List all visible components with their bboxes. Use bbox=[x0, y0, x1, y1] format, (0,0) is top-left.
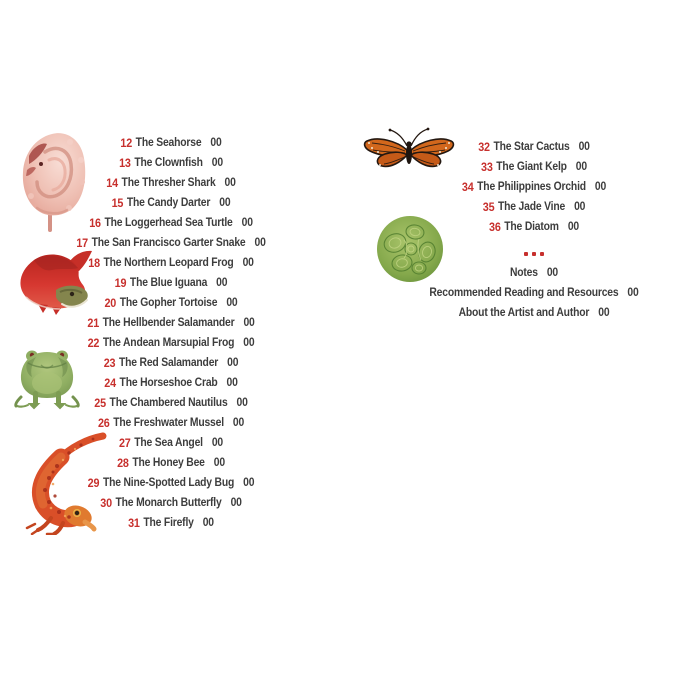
entry-title: Recommended Reading and Resources bbox=[429, 287, 619, 299]
toc-entry bbox=[36, 393, 306, 413]
entry-page-number: 00 bbox=[243, 337, 255, 349]
toc-right-column bbox=[384, 137, 684, 323]
toc-entry bbox=[36, 373, 306, 393]
section-separator-dots bbox=[384, 245, 684, 263]
entry-number: 14 bbox=[106, 176, 118, 190]
entry-page-number: 00 bbox=[210, 137, 222, 149]
entry-number: 28 bbox=[117, 456, 129, 470]
entry-page-number: 00 bbox=[224, 177, 236, 189]
entry-title: About the Artist and Author bbox=[458, 307, 590, 319]
entry-page-number: 00 bbox=[243, 477, 255, 489]
entry-page-number: 00 bbox=[232, 417, 245, 429]
entry-page-number: 00 bbox=[230, 497, 242, 509]
toc-entry bbox=[399, 303, 669, 323]
toc-entry bbox=[399, 197, 669, 217]
entry-title: The Northern Leopard Frog bbox=[103, 257, 234, 269]
entry-page-number: 00 bbox=[226, 297, 238, 309]
entry-number: 31 bbox=[128, 516, 140, 530]
entry-title: The Gopher Tortoise bbox=[119, 297, 218, 309]
entry-page-number: 00 bbox=[213, 457, 225, 469]
entry-number: 17 bbox=[76, 236, 88, 250]
entry-title: Notes bbox=[509, 267, 538, 279]
entry-page-number: 00 bbox=[627, 287, 639, 299]
entry-title: The Firefly bbox=[143, 517, 194, 529]
entry-page-number: 00 bbox=[242, 257, 254, 269]
toc-entry bbox=[36, 253, 306, 273]
toc-entry bbox=[36, 273, 306, 293]
entry-number: 36 bbox=[489, 220, 501, 234]
entry-number: 32 bbox=[478, 140, 490, 154]
entry-number: 35 bbox=[482, 200, 495, 214]
toc-entry bbox=[36, 433, 306, 453]
entry-title: The Star Cactus bbox=[493, 141, 570, 153]
toc-entry bbox=[36, 453, 306, 473]
separator-dot bbox=[540, 252, 544, 256]
entry-title: The Chambered Nautilus bbox=[109, 397, 228, 409]
toc-entry bbox=[36, 493, 306, 513]
entry-number: 33 bbox=[481, 160, 493, 174]
entry-page-number: 00 bbox=[546, 267, 559, 279]
entry-page-number: 00 bbox=[211, 157, 223, 169]
toc-entry bbox=[36, 153, 306, 173]
entry-page-number: 00 bbox=[202, 517, 214, 529]
entry-number: 20 bbox=[104, 296, 117, 310]
toc-entry bbox=[36, 513, 306, 533]
entry-title: The Nine-Spotted Lady Bug bbox=[102, 477, 235, 489]
entry-title: The Hellbender Salamander bbox=[102, 317, 235, 329]
toc-entry bbox=[36, 413, 306, 433]
separator-dot bbox=[532, 252, 536, 256]
entry-title: The Candy Darter bbox=[126, 197, 211, 209]
entry-title: The Giant Kelp bbox=[496, 161, 567, 173]
entry-number: 30 bbox=[100, 496, 112, 510]
entry-title: The Clownfish bbox=[134, 157, 203, 169]
toc-entry bbox=[36, 193, 306, 213]
entry-number: 22 bbox=[87, 336, 100, 350]
entry-title: The San Francisco Garter Snake bbox=[91, 237, 246, 249]
entry-page-number: 00 bbox=[594, 181, 607, 193]
entry-title: The Honey Bee bbox=[132, 457, 205, 469]
entry-title: The Philippines Orchid bbox=[477, 181, 586, 193]
entry-number: 25 bbox=[94, 396, 106, 410]
entry-page-number: 00 bbox=[226, 377, 238, 389]
entry-page-number: 00 bbox=[578, 141, 590, 153]
toc-entry bbox=[399, 217, 669, 237]
entry-page-number: 00 bbox=[216, 277, 228, 289]
entry-page-number: 00 bbox=[575, 161, 587, 173]
toc-entry bbox=[36, 213, 306, 233]
toc-entry bbox=[399, 177, 669, 197]
entry-number: 26 bbox=[97, 416, 110, 430]
entry-number: 16 bbox=[89, 216, 101, 230]
entry-page-number: 00 bbox=[236, 397, 248, 409]
toc-entry bbox=[399, 137, 669, 157]
entry-page-number: 00 bbox=[598, 307, 610, 319]
toc-entry bbox=[399, 263, 669, 283]
entry-page-number: 00 bbox=[567, 221, 579, 233]
toc-entry bbox=[36, 233, 306, 253]
entry-number: 15 bbox=[111, 196, 124, 210]
entry-title: The Blue Iguana bbox=[129, 277, 208, 289]
entry-title: The Diatom bbox=[504, 221, 559, 233]
toc-entry bbox=[36, 313, 306, 333]
entry-number: 27 bbox=[118, 436, 131, 450]
entry-title: The Andean Marsupial Frog bbox=[102, 337, 235, 349]
entry-title: The Loggerhead Sea Turtle bbox=[104, 217, 233, 229]
entry-page-number: 00 bbox=[241, 217, 253, 229]
entry-number: 19 bbox=[114, 276, 127, 290]
toc-entry bbox=[399, 157, 669, 177]
entry-number: 13 bbox=[119, 156, 131, 170]
entry-title: The Thresher Shark bbox=[121, 177, 216, 189]
entry-title: The Jade Vine bbox=[498, 201, 566, 213]
entry-page-number: 00 bbox=[219, 197, 231, 209]
toc-entry bbox=[36, 353, 306, 373]
entry-page-number: 00 bbox=[243, 317, 255, 329]
entry-title: The Sea Angel bbox=[134, 437, 203, 449]
toc-entry bbox=[36, 333, 306, 353]
entry-number: 34 bbox=[461, 180, 474, 194]
separator-dot bbox=[524, 252, 528, 256]
toc-right-entries bbox=[384, 137, 684, 237]
entry-title: The Seahorse bbox=[135, 137, 202, 149]
toc-left-column bbox=[21, 133, 321, 533]
entry-number: 21 bbox=[87, 316, 100, 330]
entry-number: 23 bbox=[103, 356, 116, 370]
entry-title: The Monarch Butterfly bbox=[115, 497, 222, 509]
toc-entry bbox=[36, 473, 306, 493]
entry-number: 18 bbox=[88, 256, 100, 270]
entry-title: The Red Salamander bbox=[118, 357, 219, 369]
toc-back-matter bbox=[384, 263, 684, 323]
entry-title: The Freshwater Mussel bbox=[113, 417, 224, 429]
entry-page-number: 00 bbox=[254, 237, 266, 249]
entry-number: 12 bbox=[120, 136, 133, 150]
entry-page-number: 00 bbox=[227, 357, 239, 369]
toc-entry bbox=[36, 173, 306, 193]
entry-title: The Horseshoe Crab bbox=[119, 377, 218, 389]
entry-page-number: 00 bbox=[574, 201, 586, 213]
toc-entry bbox=[36, 293, 306, 313]
entry-page-number: 00 bbox=[211, 437, 224, 449]
entry-number: 29 bbox=[87, 476, 100, 490]
toc-entry bbox=[36, 133, 306, 153]
toc-entry bbox=[399, 283, 669, 303]
entry-number: 24 bbox=[104, 376, 116, 390]
